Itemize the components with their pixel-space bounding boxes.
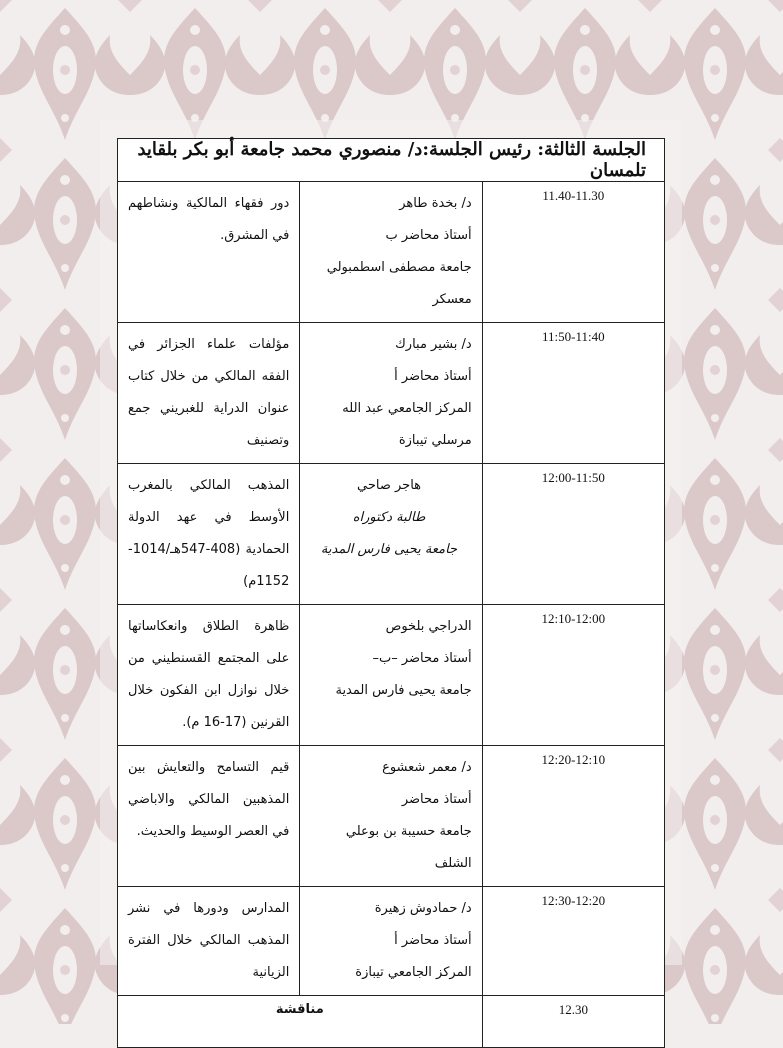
- speaker-line: الدراجي بلخوص: [385, 619, 472, 634]
- speaker-cell: [300, 746, 482, 887]
- time-cell: 12.30: [482, 996, 664, 1048]
- session-schedule-table: [117, 138, 665, 1048]
- topic-cell: مؤلفات علماء الجزائر في الفقه المالكي من خلال كتاب عنوان الدراية للغبريني جمع وتصنيف: [118, 323, 300, 464]
- speaker-line: معسكر: [432, 292, 472, 307]
- speaker-line: المركز الجامعي تيبازة: [355, 965, 472, 980]
- speaker-cell: [300, 323, 482, 464]
- session-header: الجلسة الثالثة: رئيس الجلسة:د/ منصوري محمد جامعة أبو بكر بلقايد تلمسان: [118, 139, 665, 182]
- table-row: [118, 323, 665, 464]
- time-cell: 11.40-11.30: [482, 182, 664, 323]
- speaker-line: د/ حمادوش زهيرة: [374, 901, 472, 916]
- topic-cell: قيم التسامح والتعايش بين المذهبين المالكي والاباضي في العصر الوسيط والحديث.: [118, 746, 300, 887]
- speaker-line: أستاذ محاضر –ب–: [372, 651, 472, 666]
- speaker-line: الشلف: [434, 856, 472, 871]
- speaker-line: جامعة يحيى فارس المدية: [320, 542, 458, 557]
- speaker-cell: [300, 887, 482, 996]
- discussion-row: [118, 996, 665, 1048]
- speaker-cell: [300, 605, 482, 746]
- table-row: [118, 887, 665, 996]
- session-header-row: [118, 139, 665, 182]
- speaker-line: طالبة دكتوراه: [352, 510, 426, 525]
- speaker-line: أستاذ محاضر ب: [385, 228, 472, 243]
- table-row: [118, 464, 665, 605]
- speaker-line: أستاذ محاضر أ: [394, 933, 472, 948]
- table-row: [118, 182, 665, 323]
- speaker-line: جامعة حسيبة بن بوعلي: [345, 824, 472, 839]
- speaker-line: هاجر صاحي: [356, 478, 422, 493]
- speaker-cell: [300, 464, 482, 605]
- speaker-line: المركز الجامعي عبد الله: [342, 401, 472, 416]
- speaker-line: أستاذ محاضر أ: [394, 369, 472, 384]
- topic-cell: ظاهرة الطلاق وانعكاساتها على المجتمع القسنطيني من خلال نوازل ابن الفكون خلال القرنين (17-16 م).: [118, 605, 300, 746]
- speaker-line: د/ بشير مبارك: [395, 337, 472, 352]
- topic-cell: المدارس ودورها في نشر المذهب المالكي خلال الفترة الزيانية: [118, 887, 300, 996]
- speaker-line: مرسلي تيبازة: [398, 433, 472, 448]
- time-cell: 12:20-12:10: [482, 746, 664, 887]
- table-row: [118, 746, 665, 887]
- table-row: [118, 605, 665, 746]
- time-cell: 11:50-11:40: [482, 323, 664, 464]
- speaker-line: د/ بخدة طاهر: [399, 196, 472, 211]
- discussion-label: مناقشة: [118, 996, 483, 1048]
- speaker-line: جامعة مصطفى اسطمبولي: [326, 260, 472, 275]
- topic-cell: دور فقهاء المالكية ونشاطهم في المشرق.: [118, 182, 300, 323]
- time-cell: 12:10-12:00: [482, 605, 664, 746]
- time-cell: 12:30-12:20: [482, 887, 664, 996]
- time-cell: 12:00-11:50: [482, 464, 664, 605]
- speaker-line: جامعة يحيى فارس المدية: [335, 683, 472, 698]
- speaker-cell: [300, 182, 482, 323]
- speaker-line: د/ معمر شعشوع: [382, 760, 472, 775]
- speaker-line: أستاذ محاضر: [401, 792, 472, 807]
- topic-cell: المذهب المالكي بالمغرب الأوسط في عهد الدولة الحمادية (408-547هـ/1014-1152م): [118, 464, 300, 605]
